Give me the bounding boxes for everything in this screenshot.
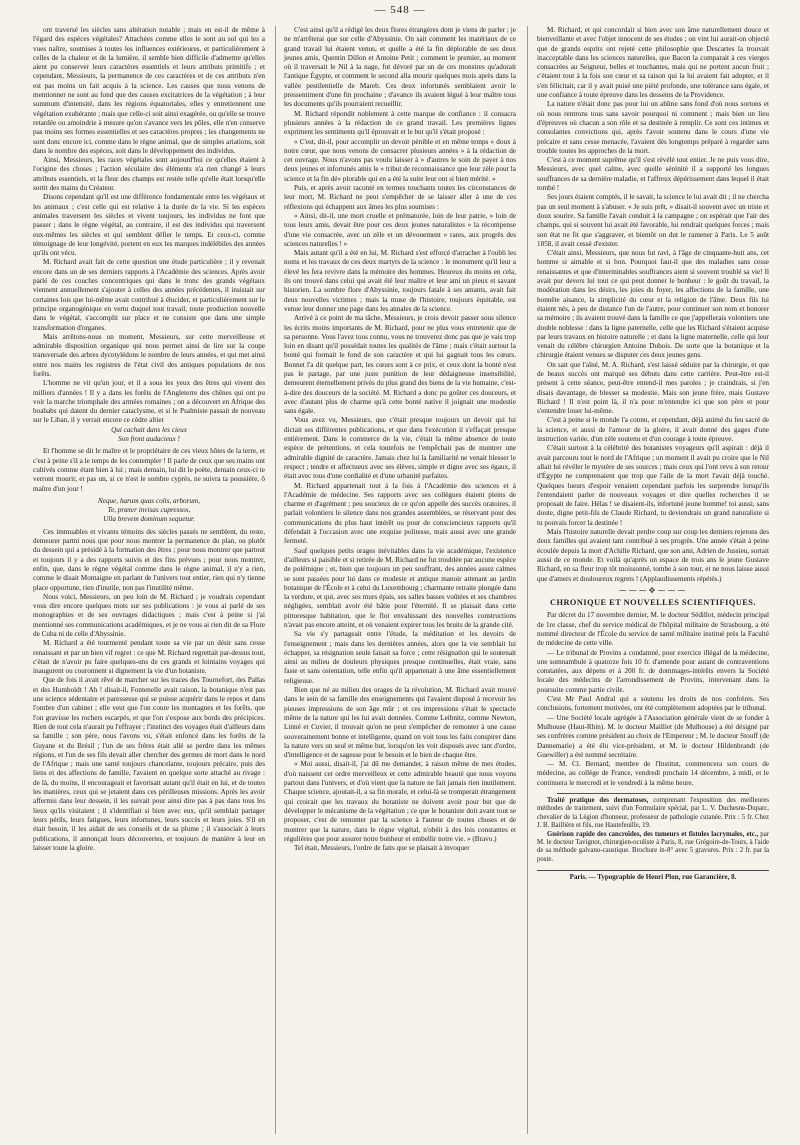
paragraph: C'était ainsi, Messieurs, que nous fut ravi, à l'âge de cinquante-huit ans, cet homme si aimable et si bon. Pourquoi faut-il que des maladies sans cesse renaissantes et que d'interminables souffrances aient si souvent troublé sa vie! Il avait pur devers lui tout ce qui peut donner le bonheur : le goût du travail, la modération dans les désirs, les joies du foyer, les affections de la famille, une honnête aisance, la simplicité du cœur et la religion de l'âme. Deux fils lui étaient nés, à peu de distance l'un de l'autre, pour continuer son nom et honorer sa mémoire ; ils avaient trouvé dans la famille ce que j'appellerais volontiers une double noblesse : dans la ligne paternelle, celle que les Richard s'étaient acquise par leurs travaux en histoire naturelle ; et dans la ligne maternelle, celle qui leur venait du célèbre chirurgien Antoine Dubois. De sorte que la botanique et la chirurgie étaient venues se disputer ces deux jeunes gens.	[537, 249, 769, 360]
book-title: Guérison rapide des cancroïdes, des tumeurs et fistules lacrymales, etc.,	[547, 830, 759, 838]
paragraph: C'est à ce moment suprême qu'il s'est révélé tout entier. Je ne puis vous dire, Messieurs, avec quel calme, avec quelle sérénité il a supporté les longues souffrances de sa dernière maladie, et l'affreux dépérissement dans lequel il était tombé !	[537, 156, 769, 193]
paragraph: « Moi aussi, disait-il, j'ai dû me demander, à raison même de mes études, d'où naissent cet ordre merveilleux et cette admirable beauté que nous voyons partout dans l'univers, et d'où vient que la nature ne fait jamais rien inutilement. Chaque science, ajoutait-il, a sa fin morale, et celui-là se tromperait étrangement qui croirait que les travaux du botaniste ne doivent avoir pour but que de développer le mécanisme de la végétation ; ce que le botaniste doit avant tout se proposer, c'est de remonter par la science à l'auteur de toutes choses et de montrer que la nature, dans le règne végétal, n'obéit à des lois constantes et régulières que pour assurer notre bonheur et embellir notre vie. » (Bravo.)	[284, 760, 516, 843]
paragraph: La nature n'était donc pas pour lui un abîme sans fond d'où nous sortons et où nous rentrons tous sans savoir pourquoi ni comment ; mais bien un lieu d'épreuves où chacun a son rôle et sa destinée à remplir. Ce sont ces intimes et consolantes convictions qui, après l'avoir soutenu dans le cours d'une vie précaire et sans cesse menacée, l'avaient dès longtemps préparé à regarder sans trouble toutes les approches de la mort.	[537, 100, 769, 155]
book-title: Traité pratique des dermatoses,	[547, 797, 649, 805]
paragraph: M. Richard, et qui concordait si bien avec son âme naturellement douce et bienveillante et avec l'objet innocent de ses études ; on vint lui aurait-on objecté que de grands esprits ont rejeté cette philosophie que Descartes la trouvait inacceptable dans les sciences naturelles, que Bacon la comparait à ces vierges consacrées au Seigneur, belles et touchantes, mais qui ne portent aucun fruit ; c'étaient tout à la fois son cœur et sa raison qui la lui avaient fait adopter, et il s'en félicitait, car il y avait puisé une piété profonde, une tolérance sans égale, et une confiance à toute épreuve dans les desseins de la Providence.	[537, 26, 769, 100]
imprint: Paris. — Typographie de Henri Plon, rue Garancière, 8.	[537, 870, 769, 882]
paragraph: Mais l'histoire naturelle devait perdre coup sur coup les derniers rejetons des deux familles qui avaient tant contribué à ses progrès. Une année s'était à peine écoulée depuis la mort d'Achille Richard, que son ami, Adrien de Jussieu, sortait aussi de ce monde. Et voilà qu'après un espace de trois ans le jeune Gustave Richard, en sa fleur trop tôt moissonné, tombe à son tour, et ne nous laisse aussi que d'amers et douloureux regrets ! (Applaudissements répétés.)	[537, 528, 769, 583]
paragraph: Mais arrêtons-nous un moment, Messieurs, sur cette merveilleuse et admirable disposition organique qui nous permet ainsi de lire sur la coupe transversale des arbres dycotylédons le nombre de leurs années, et qui met ainsi entre nos mains les registres de l'état civil des antiques populations de nos forêts.	[33, 332, 265, 378]
book-details: par M. le docteur Tavignot, chirurgien-oculiste à Paris, 8, rue Grégoire-de-Tours, à l'aide de sa méthode galvano-caustique. Brochure in-8° avec 5 gravures. Prix : 2 fr. par la poste.	[537, 830, 769, 863]
paragraph: « Ainsi, dit-il, une mort cruelle et prématurée, loin de leur patrie, » loin de tous leurs amis, devait être pour ces deux jeunes naturalistes » la récompense d'une vie consacrée, avec un zèle et un dévouement » rares, aux progrès des sciences naturelles ! »	[284, 211, 516, 248]
paragraph: « C'est, dit-il, pour accomplir un devoir pénible et en même temps » doux à notre cœur, que nous venons de consacrer plusieurs années » à la rédaction de cet ouvrage. Nous n'avons pas voulu laisser à » d'autres le soin de payer à nos deux jeunes et infortunés amis le » tribut de reconnaissance que leur zèle pour la science et la fin dé» plorable qui en a été la suite leur ont si bien mérité. »	[284, 137, 516, 183]
poem-line: Qui cachait dans les cieux	[111, 425, 187, 434]
paragraph: M. Richard a été tourmenté pendant toute sa vie par un désir sans cesse renaissant et par un bien vif regret : ce que M. Richard regrettait par-dessus tout, c'était de n'avoir pu faire quelques-uns de ces grands et lointains voyages qui inaugurent ou couronnent si dignement la vie d'un botaniste.	[33, 639, 265, 676]
paragraph: Que de fois il avait rêvé de marcher sur les traces des Tournefort, des Pallas et des Humboldt ! Ah ! disait-il, Fontenelle avait raison, la botanique n'est pas une science sédentaire et paresseuse qui se puisse acquérir dans le repos et dans l'ombre d'un cabinet ; elle veut que l'on coure les montagnes et les forêts, que l'on gravisse les rochers escarpés, et que l'on s'expose aux bords des précipices. Rien de tout cela n'aurait pu l'effrayer ; l'instinct des voyages était d'ailleurs dans sa famille ; son père, nous l'avons vu, s'était enfoncé dans les forêts de la Guyane et du Brésil ; l'un de ses frères était allé se perdre dans les mêmes régions, et l'un de ses fils devait aller chercher des germes de mort dans le nord de l'Afrique ; mais une santé toujours chancelante, toujours précaire, puis des liens et des affections de famille, l'avaient en quelque sorte attaché au rivage : de là, du moins, il encourageait et favorisait autant qu'il était en lui, et de toutes les manières, ceux qui se jetaient dans ces périlleuses missions. Après les avoir affermis dans leur dessein, il les suivait pour ainsi dire pas à pas dans tous les lieux qu'ils visitaient ; il s'identifiait si bien avec eux, qu'il semblait partager leurs périls, leurs fatigues, leurs infortunes, leurs succès et leurs joies. S'il en était besoin, il les aidait de ses conseils et de sa plume ; il s'associait à leurs publications, il annonçait leurs découvertes, et toujours de manière à leur en laisser toute la gloire.	[33, 676, 265, 852]
paragraph: Tel était, Messieurs, l'ordre de faits que se plaisait à invoquer	[294, 844, 470, 853]
paragraph: M. Richard répondit noblement à cette marque de confiance : il consacra plusieurs années à la rédaction de ce grand travail. Les premières lignes expriment les sentiments qu'il éprouvait et le but qu'il s'était proposé :	[284, 109, 516, 137]
paragraph: ont traversé les siècles sans altération notable ; mais en est-il de même à l'égard des espèces végétales? Attachées comme elles le sont au sol qui les a vues naître, soumises à toutes les influences extérieures, et particulièrement à celles de la chaleur et de la lumière, il semble bien difficile d'admettre qu'elles aient pu conserver leurs caractères essentiels et leurs attributs primitifs ; et cependant, Messieurs, la permanence de ces caractères et de ces attributs n'en est pas moins un fait acquis à la science. Les causes que nous venons de mentionner ne sont au fond que des causes excitatrices de la végétation ; à leur summum d'intensité, dans les régions équatoriales, elles y entretiennent une végétation exubérante ; mais que celle-ci soit ainsi exagérée, ou qu'elle se trouve retardée ou amoindrie à mesure qu'on s'avance vers les pôles, elle n'en conserve pas moins ses formes essentielles et ses caractères propres ; les changements ne sont donc encore ici, comme dans le règne animal, que de simples ariations, soit dans le nombre des espèces, soit dans le développement des individus.	[33, 26, 265, 155]
paragraph: Et l'homme se dit le maître et le propriétaire de ces vieux hôtes de la terre, et c'est à peine s'il a le temps de les contempler ! Il parle de ceux que ses mains ont cultivés comme étant bien à lui ; mais demain, lui dit le poëte, demain ceux-ci te verront mourir, et pas un, si ce n'est le sombre cyprès, ne suivra ta poussière, ô maître d'un jour !	[33, 447, 265, 493]
news-item: — Une Société locale agrégée à l'Association générale vient de se fonder à Mulhouse (Haut-Rhin). M. le docteur Mailliet (de Mulhouse) a été désigné par ses confrères comme président au choix de l'Empereur ; M. le docteur Stouff (de Dannemarie) a été élu vice-président, et M. le docteur Hildenbrandt (de Guewiller) a été nommé secrétaire.	[537, 713, 769, 759]
paragraph: Disons cependant qu'il est une différence fondamentale entre les végétaux et les animaux ; c'est celle qui est relative à la durée de la vie. Si les espèces animales traversent les siècles et vivent toujours, les individus ne font que passer ; dans le règne végétal, au contraire, il est des individus qui traversent eux-mêmes les siècles et qui semblent défier le temps. Et ceux-ci, comme témoignage de leur longévité, portent en eux les marques indélébiles des années qu'ils ont vécu.	[33, 193, 265, 258]
latin-verse-line: Ulla brevem dominum sequetur.	[103, 515, 195, 524]
latin-verse-line: Neque, harum quas colis, arborum,	[97, 496, 201, 505]
page-number: — 548 —	[374, 4, 426, 16]
column-rule	[275, 26, 276, 1134]
section-heading: CHRONIQUE ET NOUVELLES SCIENTIFIQUES.	[550, 598, 756, 608]
news-item: — Le tribunal de Provins a condamné, pour exercice illégal de la médecine, une somnambule à quatorze fois 10 fr. d'amende pour autant de contraventions constatées, aux dépens et à 200 fr. de dommages-intérêts envers la Société locale des médecins de l'arrondissement de Provins, intervenant dans la poursuite comme partie civile.	[537, 648, 769, 694]
paragraph: Sa vie s'y partageait entre l'étude, la méditation et les devoirs de l'enseignement ; mais dans les dernières années, alors que la vie semblait lui échapper, sa résignation seule faisait sa force ; cette résignation qui le soutenait ainsi au milieu de douleurs physiques presque continuelles, était vraie, sans faste et sans ostentation, telle enfin qu'il appartenait à une âme essentiellement religieuse.	[284, 630, 516, 685]
paragraph: L'homme ne vit qu'un jour, et il a sous les yeux des êtres qui vivent des milliers d'années ! Il y a dans les forêts de l'Angleterre des chênes qui ont pu voir la marche triomphale des armées romaines ; on a découvert en Afrique des boababs qui datent du dernier cataclysme, et si le Psalmiste passait de nouveau sur le Liban, il y verrait encore ce cèdre altier	[33, 379, 265, 425]
news-item: C'est Mr Paul Andral qui a soutenu les droits de nos confrères. Ses conclusions, fortement motivées, ont été complètement adoptées par le tribunal.	[537, 695, 769, 713]
paragraph: Nous voici, Messieurs, un peu loin de M. Richard ; je voudrais cependant vous dire encore quelques mots sur ses publications : je vous ai parlé de ses monographies et de ses ouvrages didactiques ; mais c'est à peine si j'ai mentionné ses communications académiques, et je ne vous ai rien dit de sa Flore de Cuba ni de celle d'Abyssinie.	[33, 592, 265, 638]
paragraph: Ces immuables et vivants témoins des siècles passés ne semblent, du reste, demeurer parmi nous que pour nous montrer la permanence du plan, ou plutôt du dessein qui a présidé à la formation des êtres ; pour nous montrer que partout et toujours il y a des rapports suivis et des fins prévues ; pour nous montrer, enfin, que, dans le règne végétal comme dans le règne animal, il n'y a rien, comme le disait Montaigne en parlant de l'univers tout entier, rien qui n'y tienne place opportune, rien d'inutile, non pas l'inutilité même.	[33, 527, 265, 592]
paragraph: C'était surtout à la célébrité des botanistes voyageurs qu'il aspirait : déjà il avait parcouru tout le nord de l'Afrique ; un moment il avait pu croire que le Nil allait lui révéler le mystère de ses sources ; mais ceux qui l'ont revu à son retour d'Égypte ne comprenaient que trop que l'aile de la mort l'avait déjà touché. Quelques lueurs d'espoir venaient cependant parfois les surprendre lorsqu'ils l'entendaient parler de nouveaux voyages et dire quelles recherches il se proposait de faire. Hélas ! se disaient-ils, infortuné jeune homme! toi aussi, sans doute, digne petit-fils de Claude Richard, tu deviendrais un grand naturaliste si tu pouvais forcer la destinée !	[537, 444, 769, 527]
book-details: comprenant l'exposition des meilleures méthodes de traitement, suivi d'un Formulaire spécial, par L. V. Duchesne-Duparc, chevalier de la Légion d'honneur, professeur de pathologie cutanée. Prix : 5 fr. Chez J. B. Baillière et fils, rue Hautefeuille, 19.	[537, 797, 769, 830]
column-rule	[527, 26, 528, 1134]
paragraph: Sauf quelques petits orages inévitables dans la vie académique, l'existence d'ailleurs si paisible et si retirée de M. Richard ne fut troublée par aucune espèce de polémique ; et, bien que toujours un peu souffrant, des années assez calmes se sont passées pour lui dans ce modeste et antique manoir attenant au jardin botanique de l'École et à celui du Luxembourg ; charmante retraite plongée dans la verdure, et qui, avec ses murs épais, ses salles basses voûtées et ses chambres négligées, semblait avoir été bâtie pour l'éternité. Il se plaisait dans cette pittoresque habitation, que le flot envahissant des nouvelles constructions n'avait pas encore atteint, et où venaient expirer tous les bruits de la grande cité.	[284, 546, 516, 629]
poem-line: Son front audacieux !	[118, 435, 180, 444]
paragraph: Puis, et après avoir raconté en termes touchants toutes les circonstances de leur mort, M. Richard ne peut s'empêcher de se laisser aller à une de ces réflexions qui échappent aux âmes les plus soumises :	[284, 184, 516, 211]
paragraph: Mais autant qu'il a été en lui, M. Richard s'est efforcé d'arracher à l'oubli les noms et les travaux de ces deux martyrs de la science : le monument qu'il leur a élevé les fera revivre dans la mémoire des hommes. Heureux du moins en cela, ils ont trouvé dans celui qui avait été leur maître et leur ami un pieux et savant historien. La sombre flore d'Abyssinie, toujours fatale à ses amants, avait fait deux nouvelles victimes ; mais la muse de l'histoire, toujours équitable, est venue leur donner une page dans les annales de la science.	[284, 249, 516, 313]
news-item: — M. Cl. Bernard, membre de l'Institut, commencera son cours de médecine, au collège de France, vendredi prochain 14 décembre, à midi, et le continuera le mercredi et le vendredi à la même heure.	[537, 760, 769, 787]
divider	[557, 793, 749, 794]
section-ornament: ⁓⁓⁓✥⁓⁓⁓	[618, 585, 688, 595]
paragraph: Arrivé à ce point de ma tâche, Messieurs, je crois devoir passer sous silence les écrits moins importants de M. Richard, pour ne plus vous entretenir que de sa personne. Vous l'avez tous connu, vous ne trouverez donc pas que je vais trop loin en disant qu'il possédait toutes les qualités de l'âme ; mais c'était surtout la bonté qui formait le fond de son caractère et qui lui gagnait tous les cœurs. Bonnet l'a dit quelque part, les cœurs sont à ce prix, et ceux dont la bonté n'est pas le partage, par une juste punition de leur dédaigneuse insensibilité, demeurent éternellement privés du plus grand des biens de la vie humaine, c'est-à-dire des douceurs de la société. M. Richard a donc pu goûter ces douceurs, et avec d'autant plus de charme qu'à cette bonté native il joignait une modestie sans égale.	[284, 314, 516, 416]
paragraph: M. Richard avait fait de cette question une étude particulière ; il y revenait encore dans un de ses derniers rapports à l'Académie des sciences. Après avoir parlé de ces couches concentriques qui dans le tronc des grands végétaux viennent annuellement s'ajouter à celles des années précédentes, il insistait sur certaines lois que lui-même avait contribué à élucider, et particulièrement sur le principe organogénique en vertu duquel tout travail, toute production nouvelle dans le végétal, s'accomplit sur place et ne consiste que dans une simple transformation d'organes.	[33, 258, 265, 332]
paragraph: C'est ainsi qu'il a rédigé les deux flores étrangères dont je viens de parler ; je ne m'arrêterai que sur celle d'Abyssinie. On sait comment les matériaux de ce grand travail lui étaient venus, et quelle a été la fin déplorable de ses deux jeunes amis, Quentin Dillon et Antoine Petit ; comment le premier, au moment où il traversait le Nil à la nage, fut dévoré par un de ces monstres qu'adorait l'antique Égypte, et comment le second alla mourir quelques mois après dans la vallée pestilentielle de Mareb. Ces deux infortunés semblaient avoir le pressentiment d'une fin prochaine ; d'avance ils avaient légué à leur maître tous les documents qu'ils pourraient recueillir.	[284, 26, 516, 109]
paragraph: C'est à peine si le monde l'a connu, et cependant, déjà animé du feu sacré de la science, et aussi de l'amour de la gloire, il avait donné des gages d'une instruction variée, d'un zèle soutenu et d'un courage à toute épreuve.	[537, 416, 769, 444]
paragraph: Bien que né au milieu des orages de la révolution, M. Richard avait trouvé dans le sein de sa famille des enseignements qui l'avaient disposé à recevoir les pieuses impressions de son âge mûr ; et ces impressions s'était le spectacle même de la nature qui les lui avait données. Comme Leibnitz, comme Newton, Linné et Cuvier, il trouvait qu'on ne peut s'empêcher de remonter à une cause souverainement bonne et intelligente, quand on voit tous les faits conspirer dans la nature vers un seul et même but, lorsqu'on les voit disposés avec tant d'ordre, d'intelligence et de sagesse pour le besoin et le bien de chaque être.	[284, 686, 516, 760]
latin-verse-line: Te, præter invisas cupressos,	[107, 506, 191, 515]
paragraph: On sait que l'aîné, M. A. Richard, s'est laissé séduire par la chirurgie, et que de beaux succès ont marqué ses débuts dans cette carrière. Peut-être est-il présent à cette séance, peut-être entend-il mes paroles ; je craindrais, si j'en disais davantage, de blesser sa modestie. Mais son jeune frère, mais Gustave Richard ! Il n'est point là, il n'a pour m'entendre ici que son père et pour s'entendre louer lui-même.	[537, 360, 769, 416]
paragraph: Ainsi, Messieurs, les races végétales sont aujourd'hui ce qu'elles étaient à l'origine des choses ; l'action séculaire des éléments n'a rien changé à leurs attributs essentiels, et la fleur des champs est restée telle qu'elle était lorsqu'elle sortit des mains du Créateur.	[33, 156, 265, 193]
bibliography-entry	[537, 797, 769, 831]
column-middle	[284, 26, 516, 853]
bibliography-entry	[537, 831, 769, 865]
column-right	[537, 26, 769, 883]
paragraph: Vous avez vu, Messieurs, que c'était presque toujours un devoir qui lui dictait ses différentes publications, et que dans l'exécution il s'effaçait presque entièrement. Dans le commerce de la vie, c'était la même absence de toute espèce de prétentions, et cela toutefois ne l'empêchait pas de montrer une admirable dignité de caractère. Jamais chez lui la familiarité ne venait blesser le respect ; tendre et affectueux avec ses élèves, simple et digne avec ses égaux, il était avec tous d'une cordialité et d'une urbanité parfaites.	[284, 416, 516, 481]
news-item: Par décret du 17 novembre dernier, M. le docteur Sédillot, médecin principal de 1re classe, chef du service médical de l'hôpital militaire de Strasbourg, a été nommé directeur de l'École du service de santé militaire institué près la Faculté de médecine de cette ville.	[537, 611, 769, 648]
column-left	[33, 26, 265, 853]
paragraph: M. Richard appartenait tout à la fois à l'Académie des sciences et à l'Académie de médecine. Ses rapports avec ses collègues étaient pleins de charme et d'agrément ; peu soucieux de ce qu'on appelle des succès oratoires, il parlait volontiers le silence dans nos grandes assemblées, se réservant pour des communications du plus haut intérêt ou pour de consciencieux rapports qu'il défendait à l'occasion avec une exquise politesse, mais aussi avec une grande fermeté.	[284, 481, 516, 546]
paragraph: Ses jours étaient comptés, il le savait, la science le lui avait dit ; il ne chercha pas un seul moment à s'abuser. « Je suis prêt, » disait-il souvent avec un triste et doux sourire. Sa famille l'avait conduit à la campagne ; on espérait que l'air des champs, qui si souvent lui avait été favorable, lui rendrait quelques forces ; mais son état ne fit que s'aggraver, et bientôt on dut le ramener à Paris. Le 5 août 1858, il avait cessé d'exister.	[537, 193, 769, 248]
